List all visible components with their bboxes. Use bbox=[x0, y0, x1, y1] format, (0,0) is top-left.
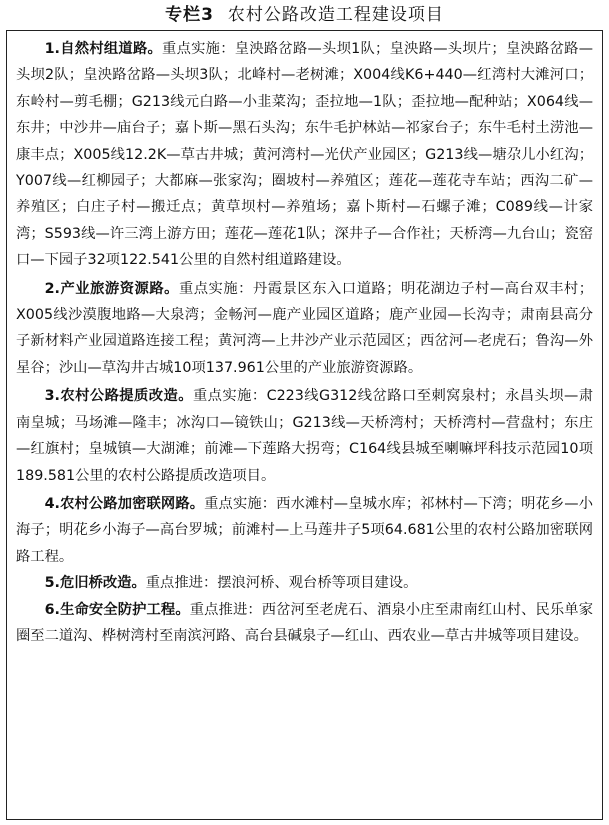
section-road-upgrade bbox=[16, 383, 593, 489]
section-heading: 5.危旧桥改造。 bbox=[44, 575, 146, 592]
section-body: 重点实施：皇泱路岔路—头坝1队；皇泱路—头坝片；皇泱路岔路—头坝2队；皇泱路岔路—头坝3队；北峰村—老树滩；X004线K6+440—红湾村大滩河口；东岭村—剪毛棚；G213线元白路—小韭菜沟；歪拉地—1队；歪拉地—配种站；X064线—东井；中沙井—庙台子；嘉卜斯—黑石头沟；东牛毛护林站—祁家台子；东牛毛村土涝池—康丰点；X005线12.2K—草古井城；黄河湾村—光伏产业园区；G213线—塘尕儿小红沟；Y007线—红柳园子；大都麻—张家沟；圈坡村—养殖区；莲花—莲花寺车站；西沟二矿—养殖区；白庄子村—搬迁点；黄草坝村—养殖场；嘉卜斯村—石螺子滩；C089线—计家湾；S593线—许三湾上游方田；莲花—莲花1队；深井子—合作社；天桥湾—九台山；瓷窑口—下园子32项122.541公里的自然村组道路建设。 bbox=[16, 41, 593, 269]
column-heading: 农村公路改造工程建设项目 bbox=[227, 5, 444, 25]
section-body: 重点推进：西岔河至老虎石、酒泉小庄至肃南红山村、民乐单家圈至二道沟、桦树湾村至南滨河路、高台县碱泉子—红山、西农业—草古井城等项目建设。 bbox=[16, 601, 593, 644]
section-heading: 1.自然村组道路。 bbox=[44, 41, 163, 57]
section-body: 重点实施：西水滩村—皇城水库；祁林村—下湾；明花乡—小海子；明花乡小海子—高台罗城；前滩村—上马莲井子5项64.681公里的农村公路加密联网路工程。 bbox=[16, 495, 593, 565]
section-body: 重点推进：摆浪河桥、观台桥等项目建设。 bbox=[145, 575, 418, 592]
column-box bbox=[6, 30, 603, 820]
section-safety-protection bbox=[16, 597, 593, 650]
section-tourism-roads bbox=[16, 276, 593, 382]
section-bridge-renovation bbox=[16, 570, 593, 596]
section-network-densification bbox=[16, 491, 593, 570]
section-heading: 2.产业旅游资源路。 bbox=[44, 280, 179, 297]
section-body: 重点实施：丹霞景区东入口道路；明花湖边子村—高台双丰村；X005线沙漠腹地路—大泉湾；金畅河—鹿产业园区道路；鹿产业园—长沟寺；肃南县高分子新材料产业园道路连接工程；黄河湾—上井沙产业示范园区；西岔河—老虎石；鲁沟—外星谷；沙山—草沟井古城10项137.961公里的产业旅游资源路。 bbox=[16, 280, 593, 376]
section-heading: 6.生命安全防护工程。 bbox=[44, 601, 190, 618]
column-title bbox=[0, 4, 609, 26]
column-tag: 专栏3 bbox=[165, 5, 214, 25]
section-natural-village-roads bbox=[16, 36, 593, 274]
section-heading: 3.农村公路提质改造。 bbox=[44, 388, 193, 405]
section-body: 重点实施：C223线G312线岔路口至刺窝泉村；永昌头坝—肃南皇城；马场滩—隆丰；冰沟口—镜铁山；G213线—天桥湾村；天桥湾村—营盘村；东庄—红旗村；皇城镇—大湖滩；前滩—下莲路大拐弯；C164线县城至喇嘛坪科技示范园10项189.581公里的农村公路提质改造项目。 bbox=[16, 388, 593, 484]
section-heading: 4.农村公路加密联网路。 bbox=[44, 495, 205, 512]
